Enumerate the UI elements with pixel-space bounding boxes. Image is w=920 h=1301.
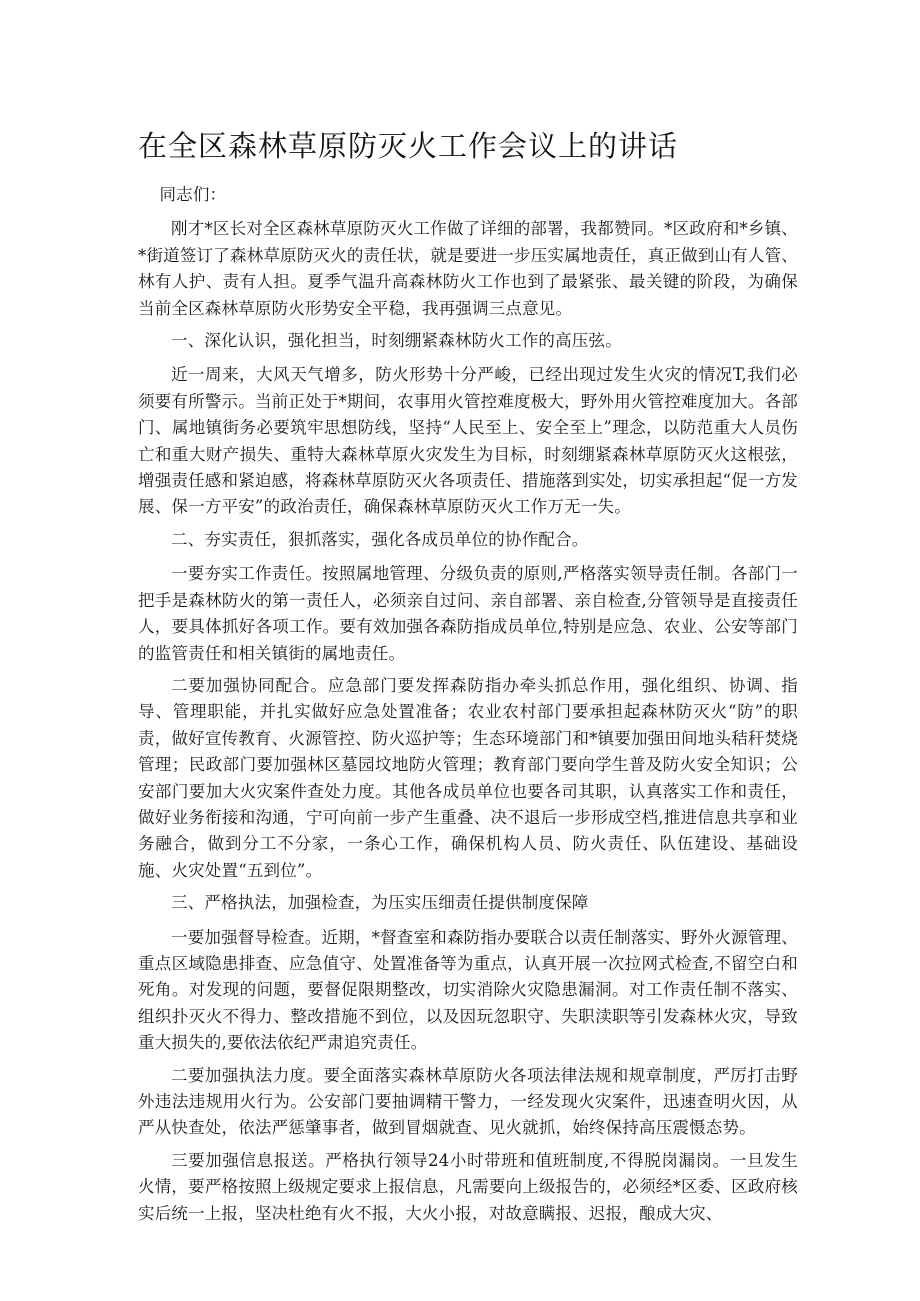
section-heading-2: 二、夯实责任，狠抓落实，强化各成员单位的协作配合。 <box>171 529 589 549</box>
paragraph-section-2-item-2: 二要加强协同配合。应急部门要发挥森防指办牵头抓总作用，强化组织、协调、指导、管理职能，并扎实做好应急处置准备；农业农村部门要承担起森林防灭火“防”的职责，做好宣传教育、火源管控、防火巡护等；生态环境部门和*镇要加强田间地头秸秆焚烧管理；民政部门要加强林区墓园坟地防火管理；教育部门要向学生普及防火安全知识；公安部门要加大火灾案件查处力度。其他各成员单位也要各司其职，认真落实工作和责任，做好业务衔接和沟通，宁可向前一步产生重叠、决不退后一步形成空档,推进信息共享和业务融合，做到分工不分家，一条心工作，确保机构人员、防火责任、队伍建设、基础设施、火灾处置“五到位”。 <box>138 675 798 880</box>
salutation: 同志们： <box>159 185 227 204</box>
document-title: 在全区森林草原防灭火工作会议上的讲话 <box>138 129 679 163</box>
paragraph-section-3-item-1: 一要加强督导检查。近期，*督查室和森防指办要联合以责任制落实、野外火源管理、重点区域隐患排查、应急值守、处置准备等为重点，认真开展一次拉网式检查,不留空白和死角。对发现的问题，要督促限期整改，切实消除火灾隐患漏洞。对工作责任制不落实、组织扑灭火不得力、整改措施不到位，以及因玩忽职守、失职渎职等引发森林火灾，导致重大损失的,要依法依纪严肃追究责任。 <box>138 927 798 1053</box>
document-body <box>138 182 798 1233</box>
paragraph-section-1: 近一周来，大风天气增多，防火形势十分严峻，已经出现过发生火灾的情况T,我们必须要有所警示。当前正处于*期间，农事用火管控难度极大，野外用火管控难度加大。各部门、属地镇街务必要筑牢思想防线，坚持“人民至上、安全至上”理念，以防范重大人员伤亡和重大财产损失、重特大森林草原火灾发生为目标，时刻绷紧森林草原防灭火这根弦，增强责任感和紧迫感，将森林草原防灭火各项责任、措施落到实处，切实承担起“促一方发展、保一方平安”的政治责任，确保森林草原防灭火工作万无一失。 <box>138 365 798 517</box>
paragraph-section-3-item-2: 二要加强执法力度。要全面落实森林草原防火各项法律法规和规章制度，严厉打击野外违法违规用火行为。公安部门要抽调精干警力，一经发现火灾案件，迅速查明火因，从严从快查处，依法严惩肇事者，做到冒烟就查、见火就抓，始终保持高压震慑态势。 <box>138 1065 798 1138</box>
paragraph-section-2-item-1: 一要夯实工作责任。按照属地管理、分级负责的原则,严格落实领导责任制。各部门一把手是森林防火的第一责任人，必须亲自过问、亲自部署、亲自检查,分管领导是直接责任人，要具体抓好各项工作。要有效加强各森防指成员单位,特别是应急、农业、公安等部门的监管责任和相关镇街的属地责任。 <box>138 564 798 663</box>
section-heading-1: 一、深化认识，强化担当，时刻绷紧森林防火工作的高压弦。 <box>171 331 622 351</box>
paragraph-section-3-item-3: 三要加强信息报送。严格执行领导24小时带班和值班制度,不得脱岗漏岗。一旦发生火情，要严格按照上级规定要求上报信息，凡需要向上级报告的，必须经*区委、区政府核实后统一上报，坚决杜绝有火不报，大火小报，对故意瞒报、迟报，酿成大灾、 <box>138 1150 798 1223</box>
section-heading-3: 三、严格执法，加强检查，为压实压细责任提供制度保障 <box>171 893 589 913</box>
paragraph-intro: 刚才*区长对全区森林草原防灭火工作做了详细的部署，我都赞同。*区政府和*乡镇、*街道签订了森林草原防灭火的责任状，就是要进一步压实属地责任，真正做到山有人管、林有人护、责有人担。夏季气温升高森林防火工作也到了最紧张、最关键的阶段，为确保当前全区森林草原防火形势安全平稳，我再强调三点意见。 <box>138 219 798 318</box>
